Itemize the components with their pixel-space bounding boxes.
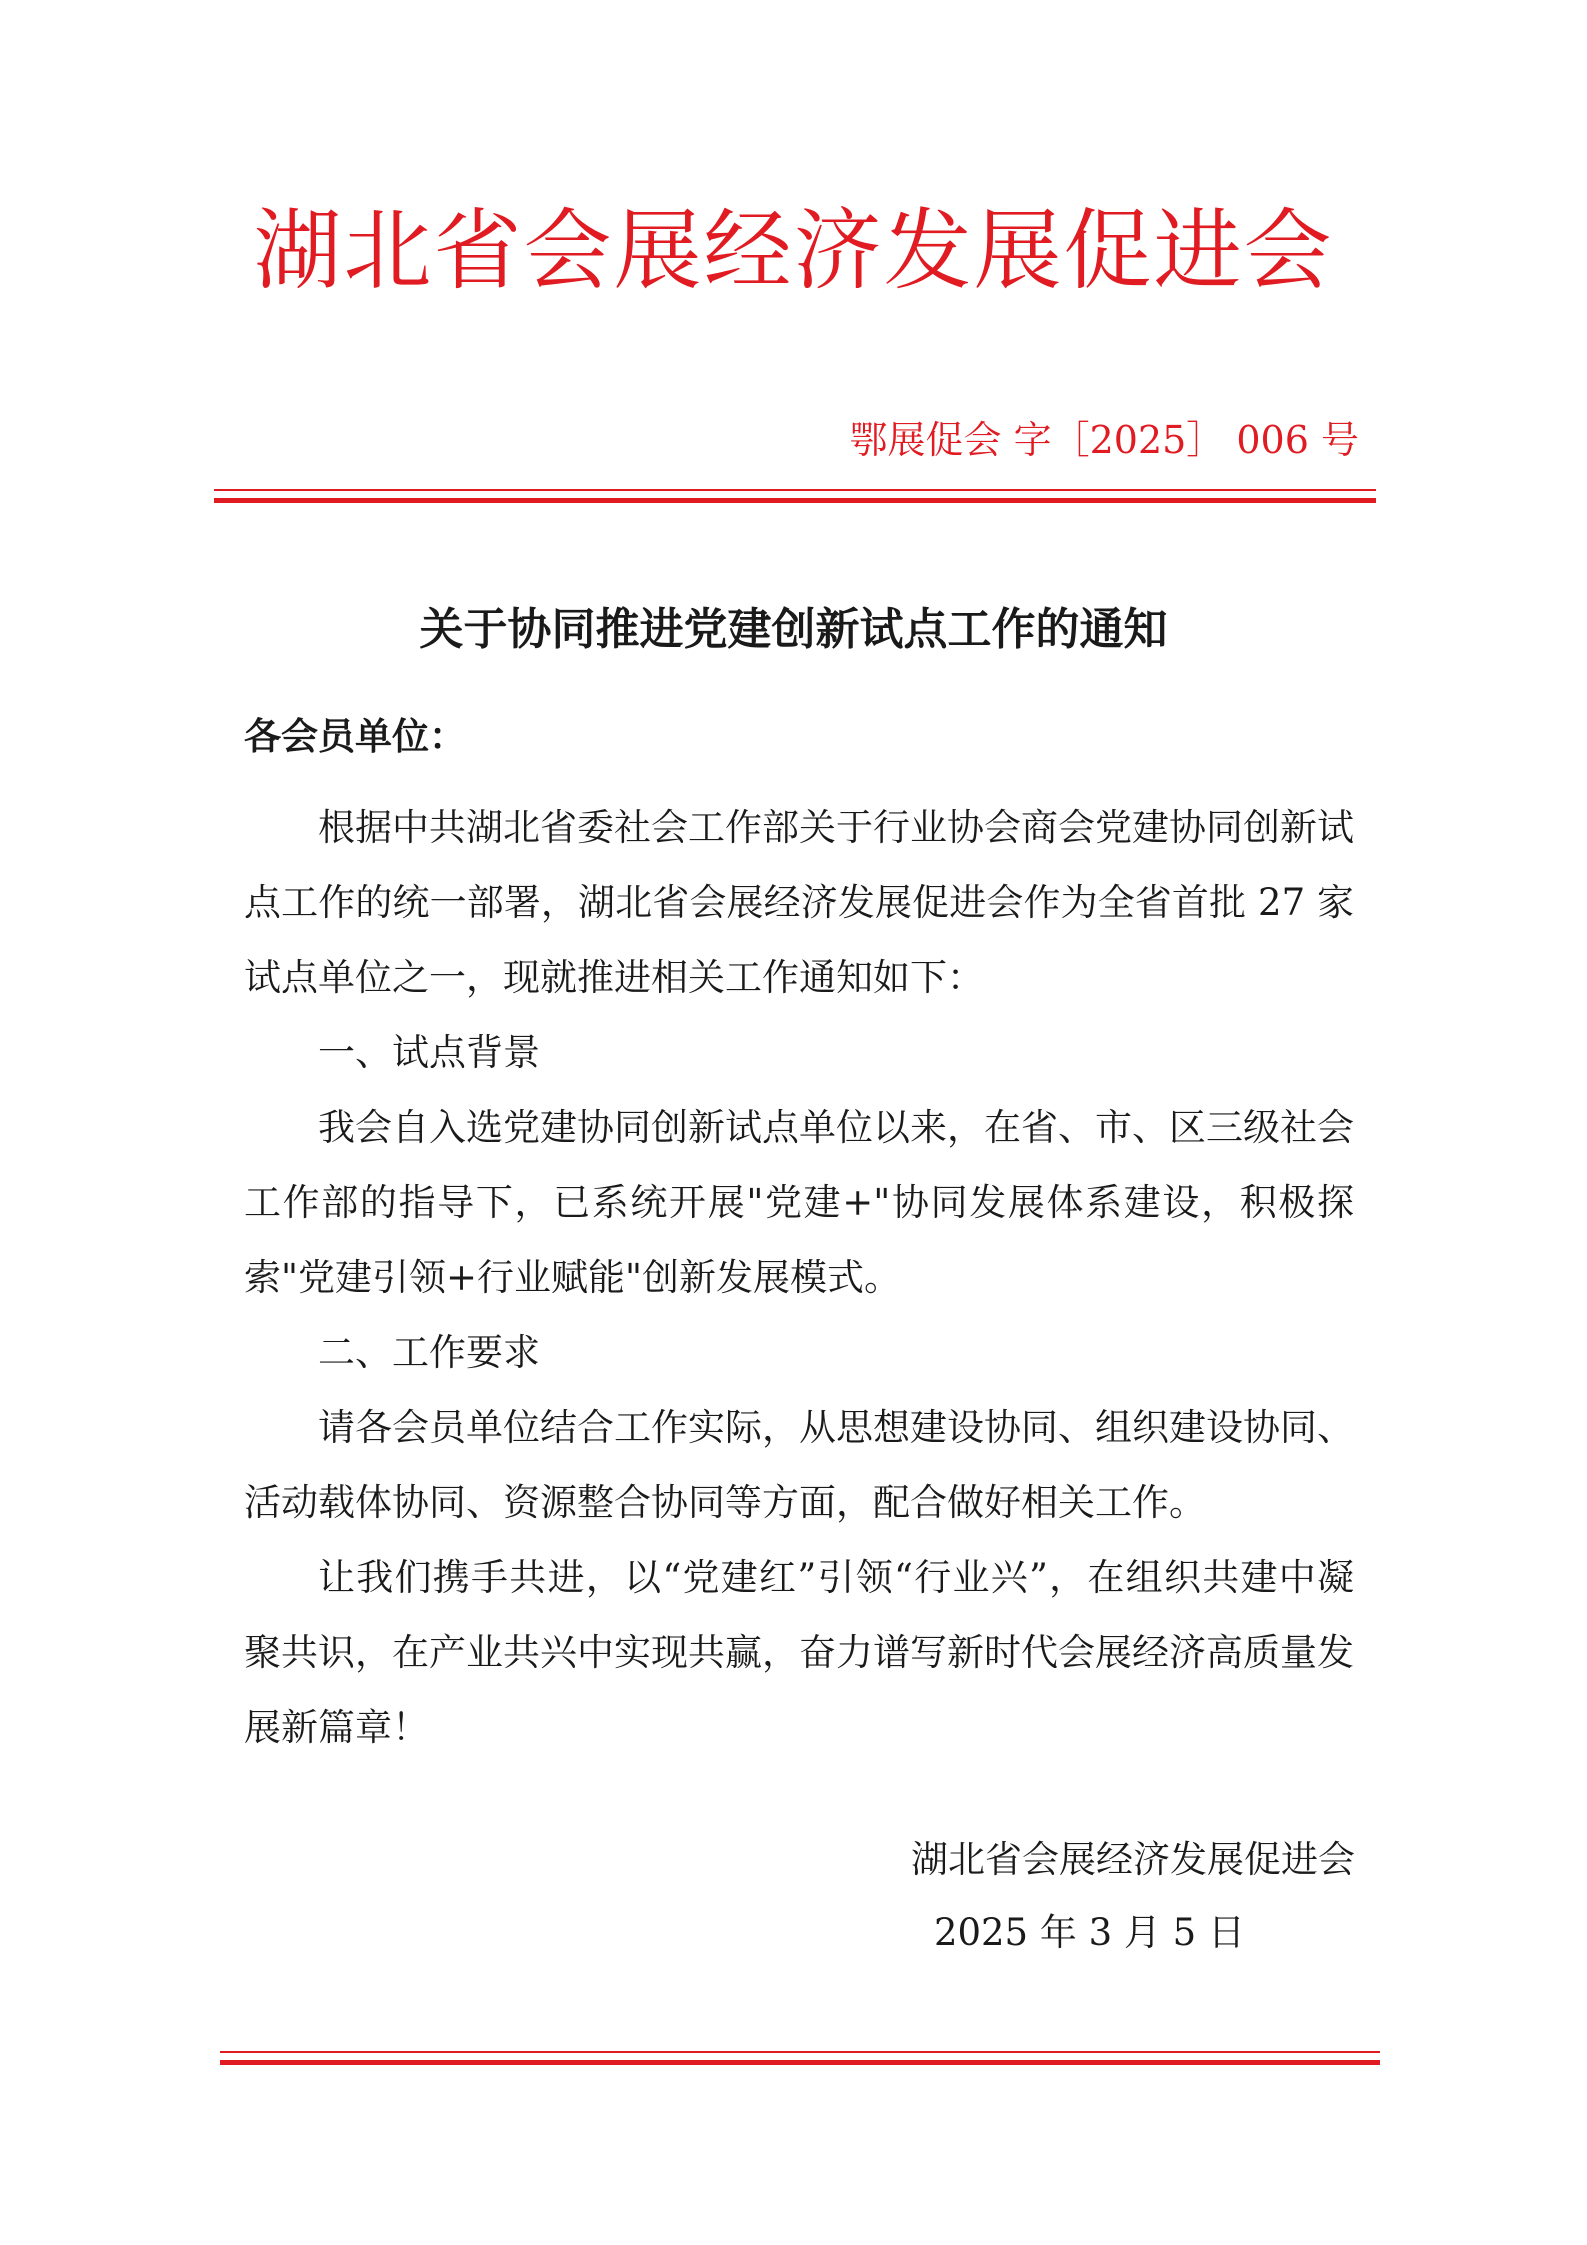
footer-rule-thin xyxy=(220,2051,1380,2053)
header-rule-thin xyxy=(214,489,1376,491)
document-number: 鄂展促会 字［2025］ 006 号 xyxy=(849,418,1359,462)
salutation: 各会员单位： xyxy=(244,715,466,758)
signature-date: 2025 年 3 月 5 日 xyxy=(933,1911,1245,1954)
document-title: 关于协同推进党建创新试点工作的通知 xyxy=(419,604,1168,655)
paragraph-intro: 根据中共湖北省委社会工作部关于行业协会商会党建协同创新试点工作的统一部署，湖北省会展经济发展促进会作为全省首批 27 家试点单位之一，现就推进相关工作通知如下： xyxy=(244,806,1354,999)
section-heading-requirements: 二、工作要求 xyxy=(318,1331,540,1374)
organization-header: 湖北省会展经济发展促进会 xyxy=(253,199,1334,302)
paragraph-requirements: 请各会员单位结合工作实际，从思想建设协同、组织建设协同、活动载体协同、资源整合协同等方面，配合做好相关工作。 xyxy=(244,1406,1354,1524)
signature-organization: 湖北省会展经济发展促进会 xyxy=(911,1838,1355,1881)
paragraph-background: 我会自入选党建协同创新试点单位以来，在省、市、区三级社会工作部的指导下，已系统开展"党建+"协同发展体系建设，积极探索"党建引领+行业赋能"创新发展模式。 xyxy=(244,1106,1354,1299)
footer-rule-thick xyxy=(220,2060,1380,2065)
paragraph-closing: 让我们携手共进，以“党建红”引领“行业兴”，在组织共建中凝聚共识，在产业共兴中实现共赢，奋力谱写新时代会展经济高质量发展新篇章！ xyxy=(244,1556,1354,1749)
section-heading-background: 一、试点背景 xyxy=(318,1031,540,1074)
header-rule-thick xyxy=(214,498,1376,503)
